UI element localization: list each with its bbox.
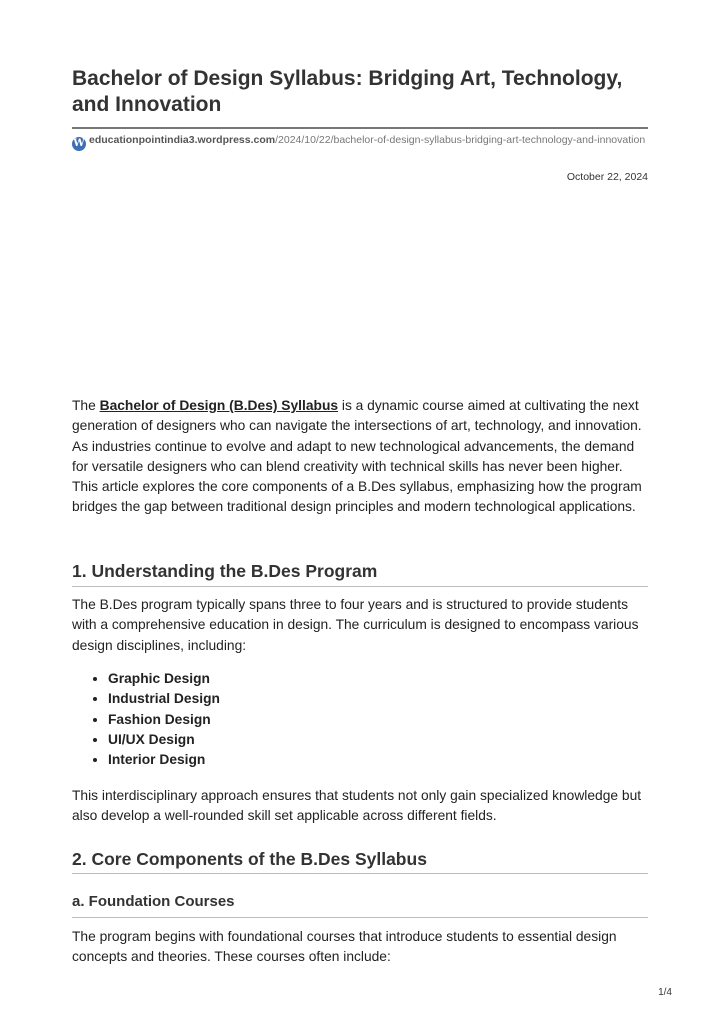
list-item: • UI/UX Design (108, 730, 684, 750)
intro-lead: The (72, 398, 100, 413)
subsection-a-paragraph: The program begins with foundational courses that introduce students to essential design concepts and theories. These courses often include: (72, 929, 617, 965)
intro-paragraph (72, 396, 648, 518)
syllabus-link[interactable]: Bachelor of Design (B.Des) Syllabus (99, 398, 339, 413)
source-domain[interactable]: educationpointindia3.wordpress.com (89, 134, 276, 146)
section-1-heading: 1. Understanding the B.Des Program (72, 561, 378, 581)
section-2-heading: 2. Core Components of the B.Des Syllabus (72, 849, 427, 869)
list-item: • Graphic Design (108, 669, 684, 689)
subsection-a-divider (72, 917, 648, 918)
intro-rest: is a dynamic course aimed at cultivating the next generation of designers who can navigate the intersections of art, technology, and innovation. As industries continue to evolve and adapt to new technological advancements, the demand for versatile designers who can blend creativity with technical skills has never been higher. This article explores the core components of a B.Des syllabus, emphasizing how the program bridges the gap between traditional design principles and modern technological applications. (72, 398, 642, 515)
list-item: • Interior Design (108, 750, 684, 770)
article-title: Bachelor of Design Syllabus: Bridging Art, Technology, and Innovation (72, 67, 623, 116)
source-path[interactable]: /2024/10/22/bachelor-of-design-syllabus-bridging-art-technology-and-innovation (275, 134, 646, 146)
title-divider (72, 127, 648, 129)
list-item: • Industrial Design (108, 689, 684, 709)
wordpress-icon: W (73, 138, 85, 149)
source-url[interactable] (72, 133, 648, 151)
subsection-a-heading: a. Foundation Courses (72, 893, 235, 910)
section-1-divider (72, 586, 648, 587)
disciplines-list (72, 669, 684, 770)
section-2-divider (72, 873, 648, 874)
list-item: • Fashion Design (108, 710, 684, 730)
section-1-paragraph: The B.Des program typically spans three to four years and is structured to provide students with a comprehensive education in design. The curriculum is designed to encompass various design disciplines, including: (72, 597, 639, 653)
section-1-closing: This interdisciplinary approach ensures that students not only gain specialized knowledge but also develop a well-rounded skill set applicable across different fields. (72, 788, 642, 824)
page-number: 1/4 (658, 987, 672, 998)
publish-date: October 22, 2024 (566, 171, 648, 183)
